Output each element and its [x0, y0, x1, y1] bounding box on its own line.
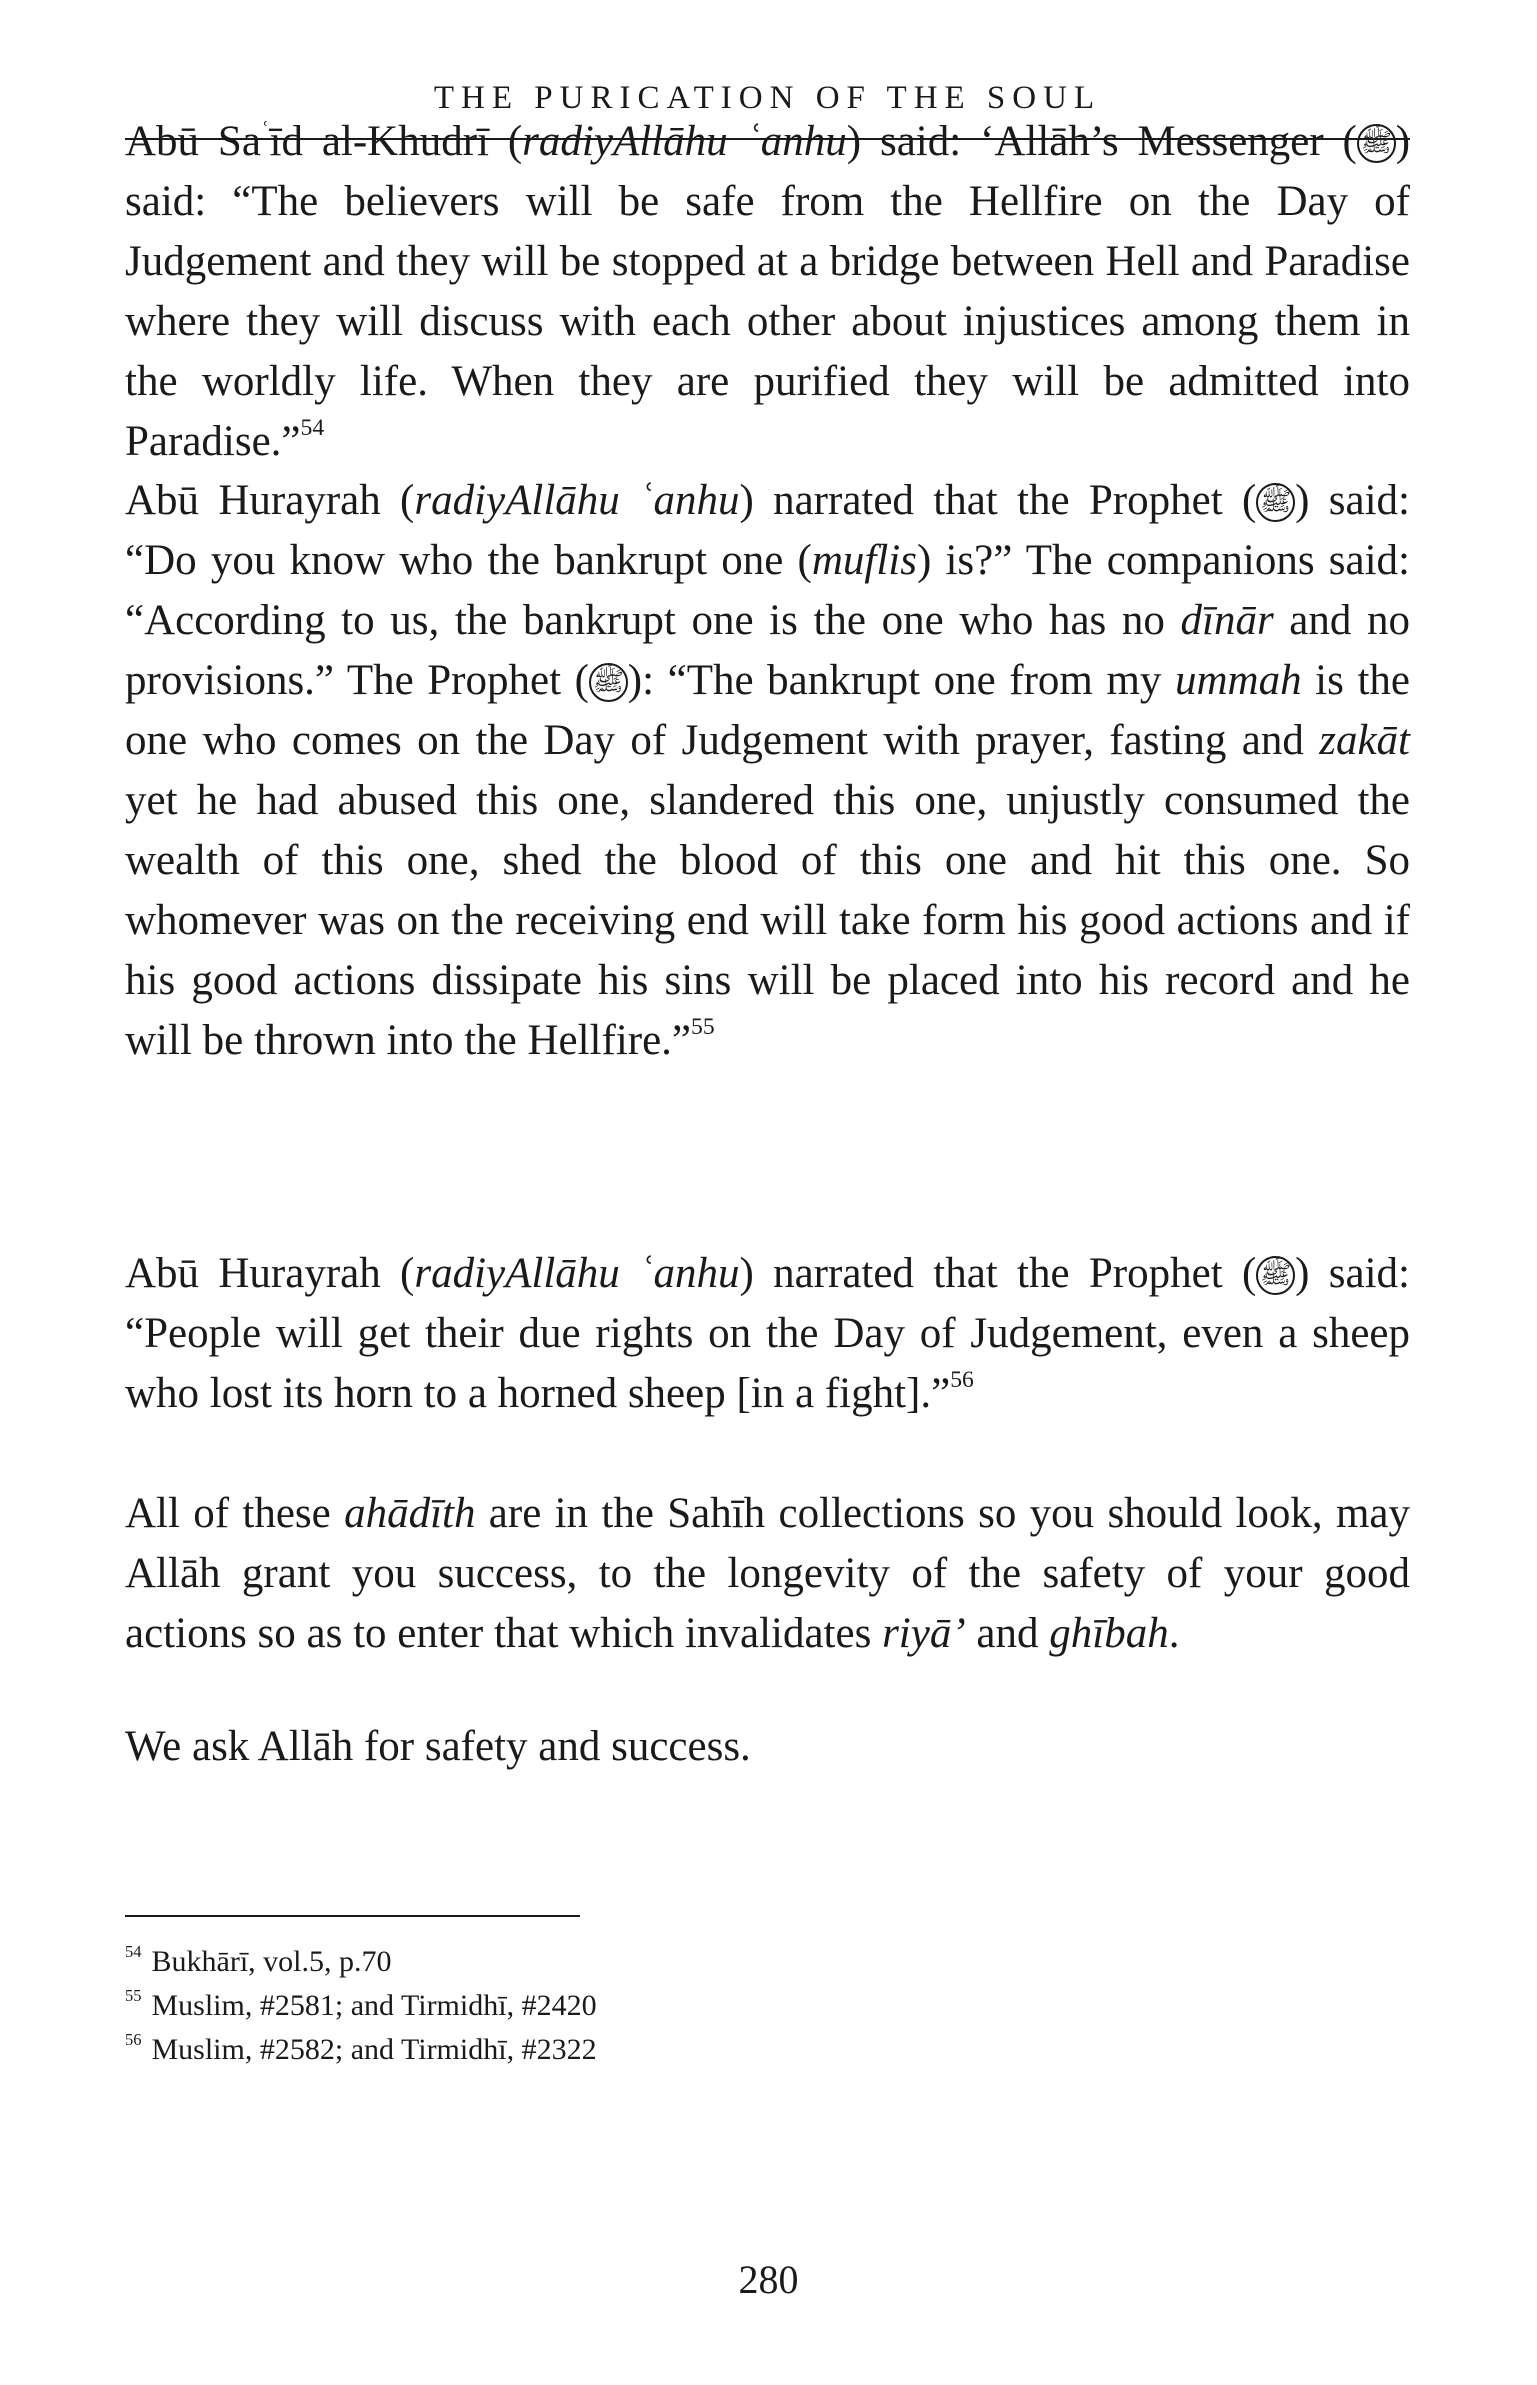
- footnote-ref-56: 56: [950, 1366, 974, 1393]
- term-ummah: ummah: [1174, 657, 1302, 704]
- salutation-icon: ﷺ: [1256, 1256, 1295, 1295]
- text-run: ) said: “The believers will be safe from the Hellfire on the Day of Judgement and they will be stopped at a bridge between Hell and Paradise where they will discuss with each other about injustices among them in the worldly life. When they are purified they will be admitted into Paradise.”: [125, 118, 1411, 465]
- text-run: ): “The bankrupt one from my: [627, 657, 1175, 704]
- text-run: ) narrated that the Prophet (: [739, 1250, 1257, 1297]
- text-run: Abū Hurayrah (: [125, 1250, 415, 1297]
- text-run: ) is?” The companions said: “According to us, the bankrupt one is the one who has no: [125, 537, 1410, 644]
- footnote-number: 56: [125, 2029, 142, 2049]
- paragraph-ahadith-conclusion: [125, 1484, 1410, 1664]
- term-riya: riyā’: [882, 1610, 966, 1657]
- text-run: yet he had abused this one, slandered this one, unjustly consumed the wealth of this one, shed the blood of this one and hit this one. So whomever was on the receiving end will take form his good actions and if his good actions dissipate his sins will be placed into his record and he will be thrown into the Hellfire.”: [125, 777, 1410, 1064]
- term-zakat: zakāt: [1319, 717, 1410, 764]
- text-run: All of these: [125, 1490, 345, 1537]
- salutation-icon: ﷺ: [1357, 124, 1396, 163]
- text-run: Abū Sa: [125, 118, 261, 165]
- paragraph-due-rights: [125, 1244, 1410, 1424]
- text-run: Abū Hurayrah (: [125, 477, 415, 524]
- footnote-number: 55: [125, 1985, 142, 2005]
- text-run: and: [965, 1610, 1050, 1657]
- text-run: We ask Allāh for safety and success.: [125, 1723, 751, 1770]
- footnote-54: [125, 1940, 1025, 1984]
- footnote-text: Muslim, #2582; and Tirmidhī, #2322: [151, 2033, 597, 2066]
- page-number: 280: [738, 2257, 799, 2302]
- term-ghibah: ghībah: [1049, 1610, 1169, 1657]
- text-run: are in the Sahīh collections so you should look, may Allāh grant you success, to the longevity of the safety of your good actions so as to enter that which invalidates: [125, 1490, 1410, 1657]
- text-run: is the one who comes on the Day of Judgement with prayer, fasting and: [125, 657, 1410, 764]
- text-run: ) said: ‘Allāh’s Messenger (: [846, 118, 1357, 165]
- salutation-icon: ﷺ: [1256, 483, 1295, 522]
- running-head-title: THE PURICATION OF THE SOUL: [433, 80, 1102, 116]
- honorific-phrase: radiyAllāhu ʿanhu: [414, 477, 740, 524]
- paragraph-abu-said: [125, 112, 1410, 472]
- term-ahadith: ahādīth: [344, 1490, 476, 1537]
- term-dinar: dīnār: [1180, 597, 1274, 644]
- paragraph-bankrupt-hadith: [125, 471, 1410, 1071]
- footnote-56: [125, 2028, 1025, 2072]
- text-run: ) said: “Do you know who the bankrupt one (: [125, 477, 1410, 584]
- text-run: ) said: “People will get their due rights on the Day of Judgement, even a sheep who lost its horn to a horned sheep [in a fight].”: [125, 1250, 1410, 1417]
- footnote-rule: [125, 1915, 580, 1917]
- footnote-55: [125, 1984, 1025, 2028]
- footnote-ref-54: 54: [300, 414, 325, 441]
- term-muflis: muflis: [811, 537, 917, 584]
- text-run: .: [1168, 1610, 1180, 1657]
- text-run: and no provisions.” The Prophet (: [125, 597, 1410, 704]
- footnote-ref-55: 55: [691, 1013, 715, 1040]
- footnote-text: Muslim, #2581; and Tirmidhī, #2420: [151, 1989, 597, 2022]
- paragraph-closing-supplication: [125, 1717, 1410, 1777]
- text-run: ) narrated that the Prophet (: [739, 477, 1257, 524]
- footnote-number: 54: [125, 1941, 142, 1961]
- honorific-phrase: radiyAllāhu ʿanhu: [522, 118, 847, 165]
- text-run: īd al-Khudrī (: [269, 118, 523, 165]
- footnote-text: Bukhārī, vol.5, p.70: [151, 1945, 392, 1978]
- honorific-phrase: radiyAllāhu ʿanhu: [414, 1250, 740, 1297]
- salutation-icon: ﷺ: [589, 663, 628, 702]
- ayn-mark: ʿ: [260, 116, 270, 146]
